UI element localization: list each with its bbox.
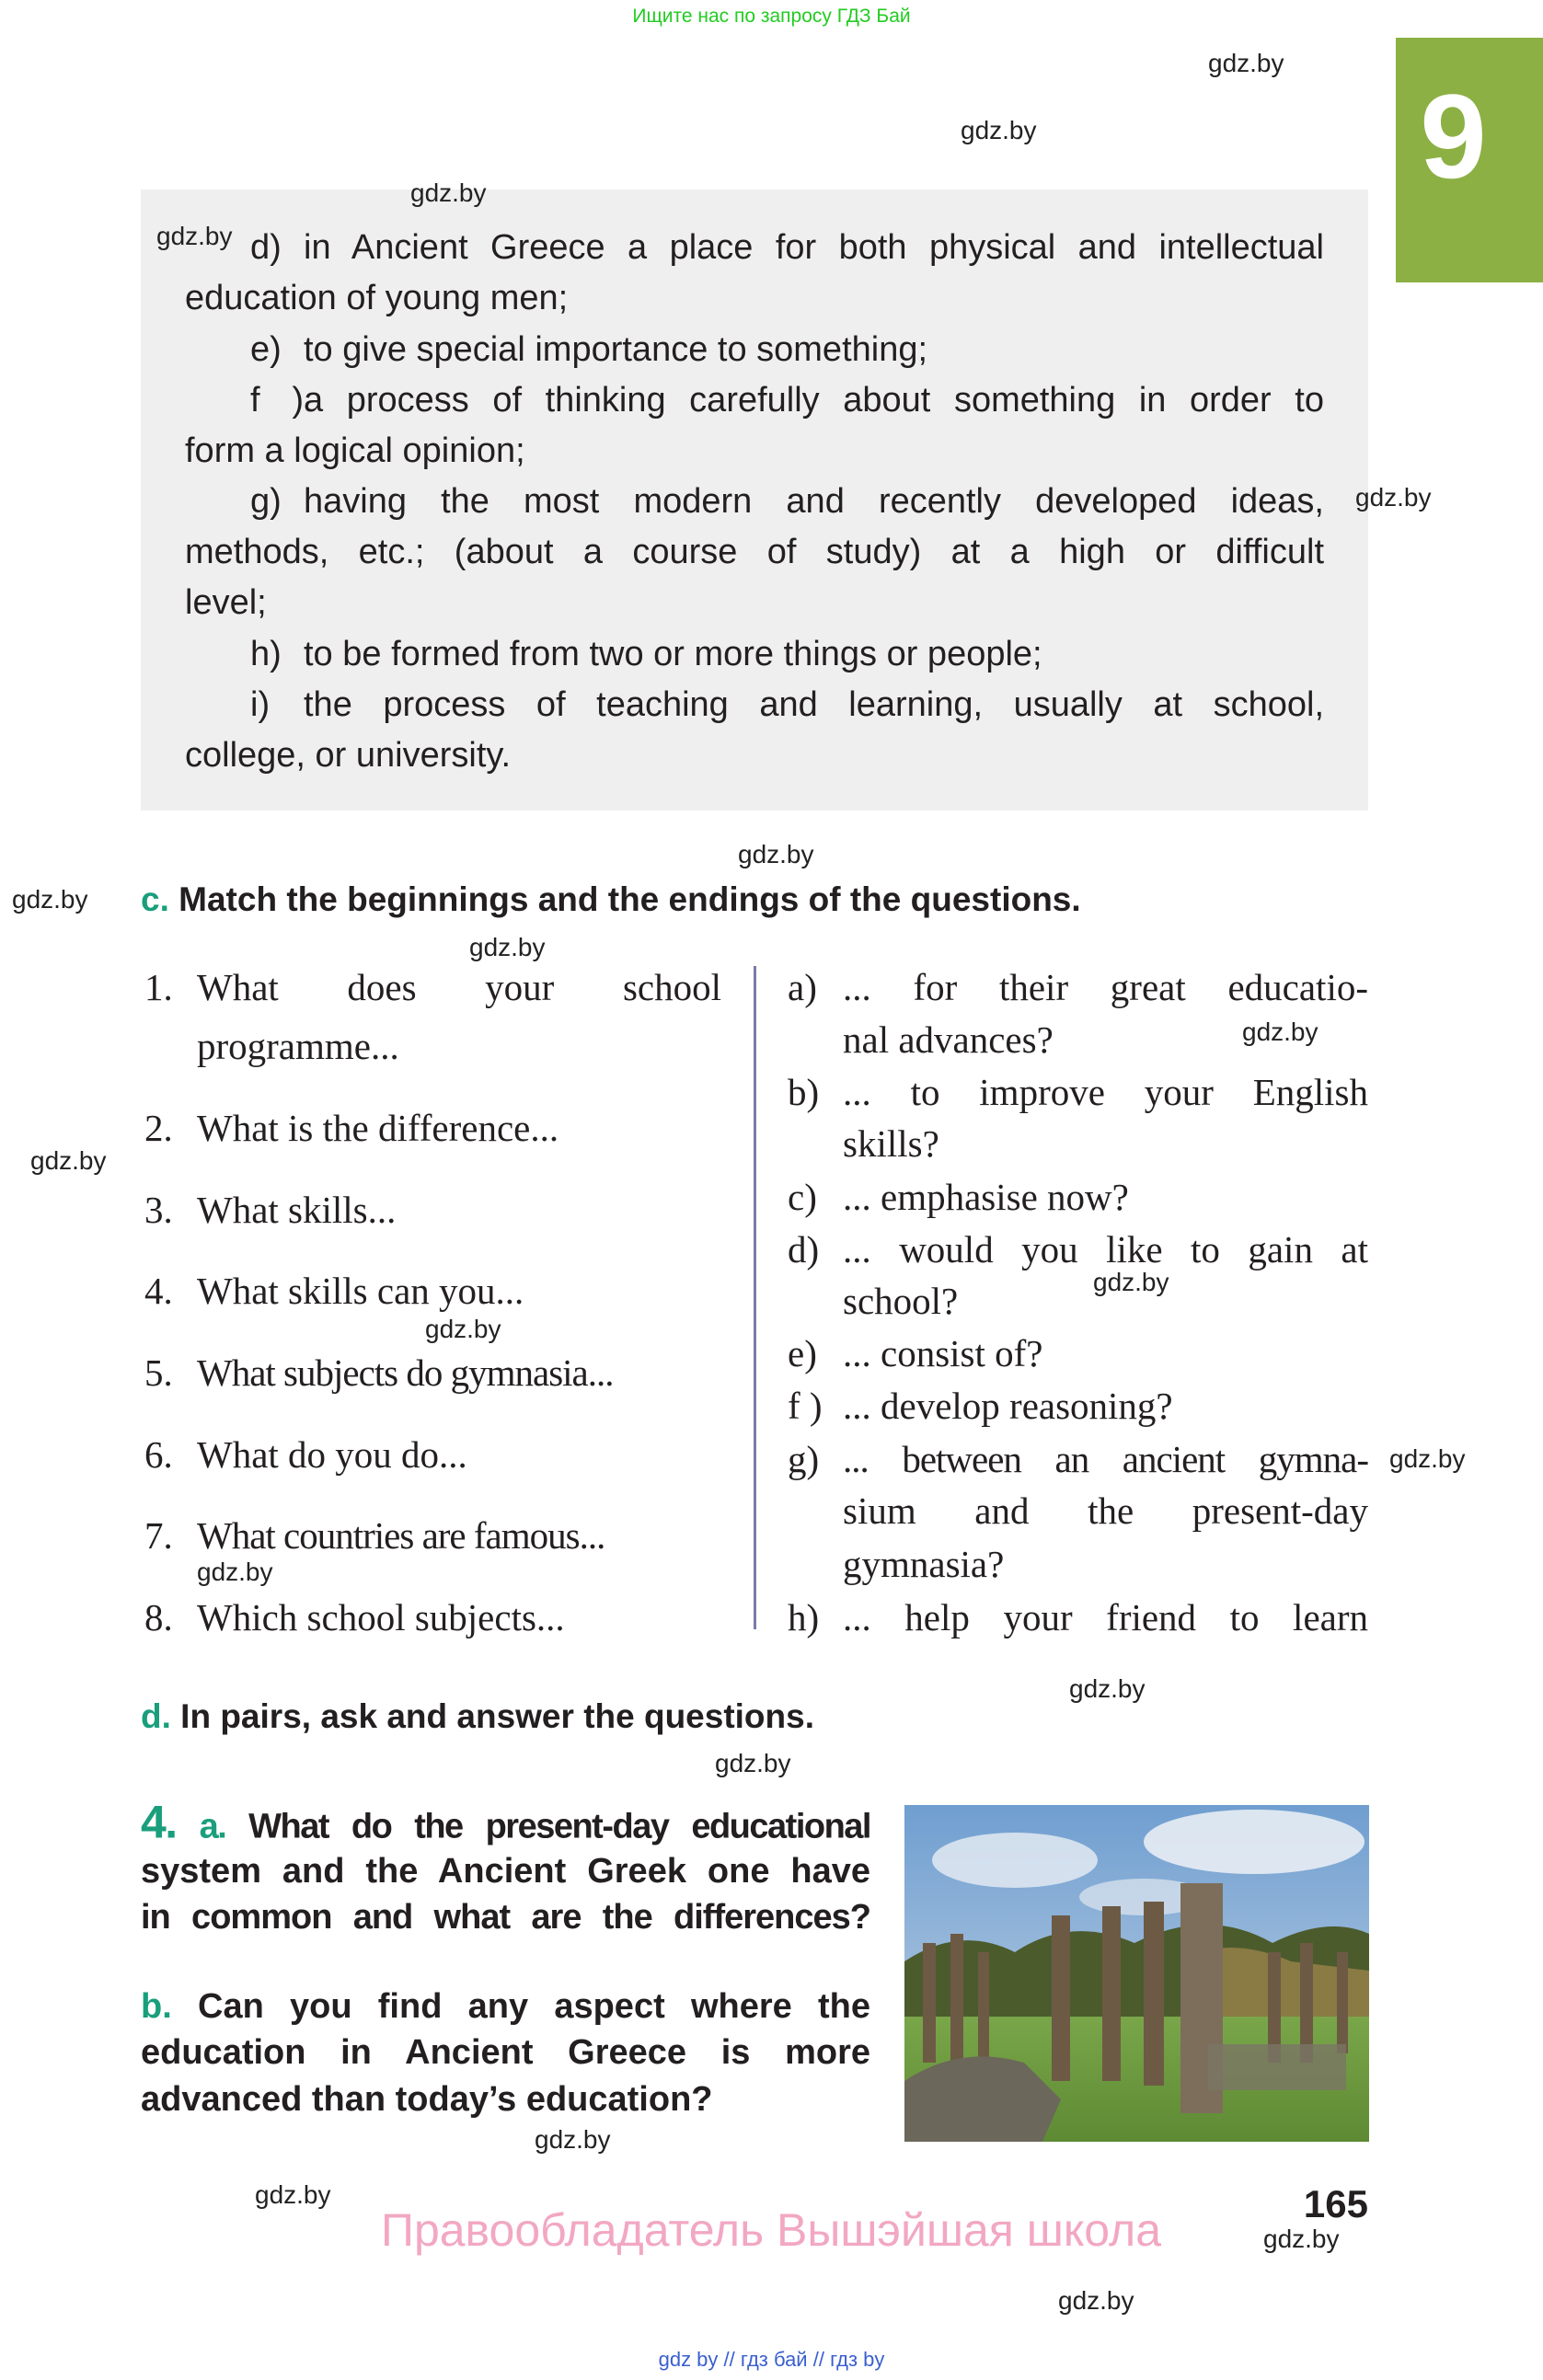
watermark: gdz.by — [1355, 483, 1432, 512]
item-letter: c) — [788, 1176, 817, 1218]
definition-d-cont: education of young men; — [185, 279, 569, 317]
ending-text: ... consist of? — [843, 1332, 1043, 1374]
definition-f-cont: form a logical opinion; — [185, 431, 525, 470]
watermark: gdz.by — [1069, 1674, 1146, 1703]
watermark: gdz.by — [469, 933, 546, 961]
task-d-heading: d. In pairs, ask and answer the questions. — [141, 1697, 814, 1735]
column-divider — [754, 966, 756, 1629]
beginning-text: What subjects do gymnasia... — [197, 1351, 614, 1394]
exercise-4b-line: b. Can you find any aspect where the — [141, 1987, 870, 2026]
watermark: gdz.by — [156, 222, 233, 250]
ending-text: ... between an ancient gymna- — [843, 1438, 1368, 1480]
ending-text: ... help your friend to learn — [843, 1596, 1368, 1638]
ending-text: ... for their great educatio- — [843, 966, 1368, 1008]
task-c-heading: c. Match the beginnings and the endings of the questions. — [141, 880, 1081, 918]
footer-link[interactable]: гдз by — [830, 2348, 885, 2371]
item-letter: h) — [788, 1596, 820, 1638]
item-number: 4. — [144, 1270, 173, 1312]
watermark: gdz.by — [1389, 1444, 1466, 1473]
ending-text: school? — [843, 1280, 959, 1322]
item-letter: d) — [788, 1228, 820, 1270]
exercise-4a-line: system and the Ancient Greek one have — [141, 1852, 870, 1891]
watermark: gdz.by — [30, 1146, 107, 1175]
item-letter: a) — [788, 966, 817, 1008]
item-number: 6. — [144, 1433, 173, 1476]
item-number: 2. — [144, 1107, 173, 1149]
watermark: gdz.by — [410, 178, 487, 207]
footer-links — [0, 2348, 1543, 2372]
beginning-text: What skills can you... — [197, 1270, 524, 1312]
definition-i: i) the process of teaching and learning, usually at school, — [250, 685, 1324, 724]
definition-i-cont: college, or university. — [185, 736, 512, 775]
ending-text: skills? — [843, 1122, 939, 1165]
beginning-text: What does your school — [197, 966, 721, 1008]
watermark: gdz.by — [1058, 2286, 1134, 2315]
definition-d: d) in Ancient Greece a place for both physical and intellectual — [250, 228, 1324, 267]
ending-text: gymnasia? — [843, 1543, 1005, 1585]
footer-link[interactable]: гдз бай — [740, 2348, 808, 2371]
beginning-text: Which school subjects... — [197, 1596, 565, 1638]
exercise-4b-line: education in Ancient Greece is more — [141, 2033, 870, 2072]
top-note: Ищите нас по запросу ГДЗ Бай — [632, 6, 911, 27]
definition-e: e) to give special importance to something; — [250, 330, 928, 369]
ending-text: nal advances? — [843, 1018, 1054, 1061]
watermark: gdz.by — [738, 840, 814, 868]
definition-g-cont2: level; — [185, 583, 267, 622]
ending-text: ... develop reasoning? — [843, 1385, 1173, 1427]
unit-tab — [1396, 38, 1543, 282]
exercise-4a-line: in common and what are the differences? — [141, 1898, 870, 1937]
item-number: 7. — [144, 1514, 173, 1557]
watermark: gdz.by — [1093, 1268, 1169, 1296]
watermark: gdz.by — [1242, 1018, 1318, 1046]
watermark: gdz.by — [715, 1749, 791, 1777]
page-number: 165 — [1303, 2182, 1368, 2225]
beginning-text: What is the difference... — [197, 1107, 559, 1149]
watermark: gdz.by — [255, 2180, 331, 2209]
beginning-text: What skills... — [197, 1189, 397, 1231]
exercise-4b-line: advanced than today’s education? — [141, 2080, 713, 2119]
beginning-text: programme... — [197, 1025, 399, 1067]
beginning-text: What countries are famous... — [197, 1514, 605, 1557]
item-letter: e) — [788, 1332, 817, 1374]
definition-g-cont: methods, etc.; (about a course of study) at a high or difficult — [185, 533, 1324, 571]
watermark: gdz.by — [425, 1315, 501, 1343]
item-number: 3. — [144, 1189, 173, 1231]
definition-f: f )a process of thinking carefully about something in order to — [250, 381, 1324, 420]
item-letter: g) — [788, 1438, 820, 1480]
footer-separator: // — [812, 2348, 824, 2371]
watermark: gdz.by — [535, 2125, 611, 2154]
watermark: gdz.by — [1263, 2225, 1340, 2253]
definition-h: h) to be formed from two or more things or people; — [250, 635, 1042, 673]
item-letter: b) — [788, 1071, 820, 1113]
item-number: 1. — [144, 966, 173, 1008]
ending-text: sium and the present-day — [843, 1489, 1368, 1532]
item-number: 5. — [144, 1351, 173, 1394]
item-number: 8. — [144, 1596, 173, 1638]
beginning-text: What do you do... — [197, 1433, 467, 1476]
exercise-4a-line: 4. a. What do the present-day educational — [141, 1796, 870, 1848]
unit-number: 9 — [1420, 69, 1487, 203]
ending-text: ... would you like to gain at — [843, 1228, 1368, 1270]
footer-link[interactable]: gdz by — [658, 2348, 719, 2371]
footer-separator: // — [723, 2348, 735, 2371]
watermark: gdz.by — [1208, 49, 1284, 77]
ending-text: ... emphasise now? — [843, 1176, 1129, 1218]
ending-text: ... to improve your English — [843, 1071, 1368, 1113]
watermark: gdz.by — [961, 116, 1037, 144]
item-letter: f ) — [788, 1385, 823, 1427]
ancient-gymnasium-photo — [904, 1805, 1369, 2142]
copyright-notice: Правообладатель Вышэйшая школа — [381, 2204, 1161, 2256]
watermark: gdz.by — [197, 1558, 273, 1586]
definition-g: g) having the most modern and recently developed ideas, — [250, 482, 1324, 521]
watermark: gdz.by — [12, 885, 88, 914]
